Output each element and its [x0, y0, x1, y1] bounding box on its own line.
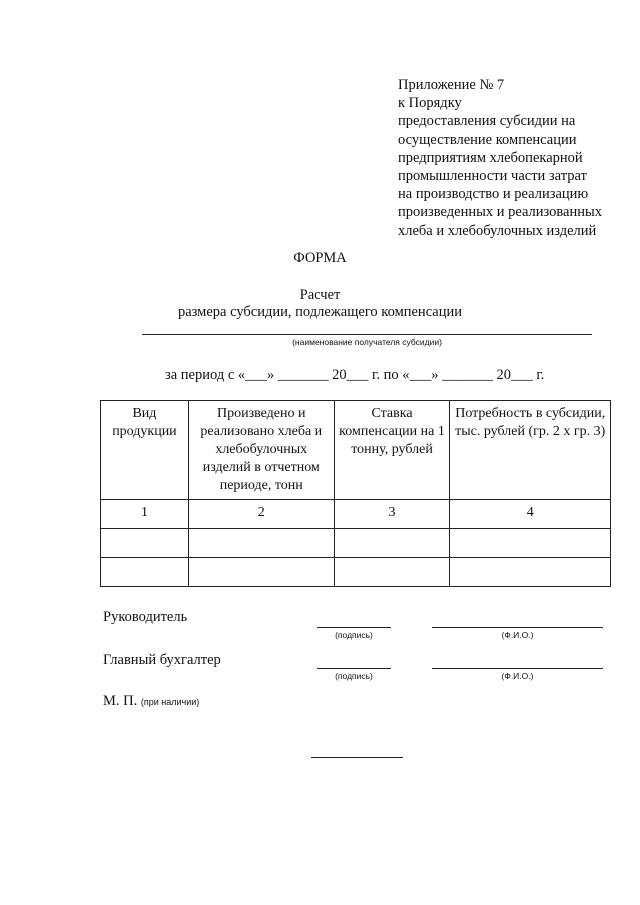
table-cell[interactable]	[188, 558, 334, 587]
table-cell[interactable]	[450, 529, 611, 558]
appendix-line: Приложение № 7	[398, 77, 505, 93]
appendix-line: хлеба и хлебобулочных изделий	[398, 222, 597, 239]
head-fio-line[interactable]	[432, 627, 603, 628]
form-title: ФОРМА	[293, 250, 347, 266]
head-label: Руководитель	[103, 609, 188, 625]
table-number-row	[101, 500, 611, 529]
header-subsidy-need: Потребность в субсидии, тыс. рублей (гр. 2 х гр. 3)	[450, 401, 611, 500]
header-produced-tons: Произведено и реализовано хлеба и хлебобулочных изделий в отчетном периоде, тонн	[188, 401, 334, 500]
recipient-caption: (наименование получателя субсидии)	[292, 337, 442, 347]
accountant-fio-line[interactable]	[432, 668, 603, 669]
subsidy-table	[100, 400, 611, 587]
table-cell[interactable]	[101, 558, 189, 587]
appendix-line: на производство и реализацию	[398, 186, 589, 203]
calc-title: Расчет	[299, 287, 341, 303]
header-product-type: Вид продукции	[101, 401, 189, 500]
accountant-signature-caption: (подпись)	[335, 671, 373, 681]
period-line: за период с «___» _______ 20___ г. по «___» _______ 20___ г.	[165, 367, 545, 383]
appendix-line: к Порядку	[398, 95, 462, 112]
table-cell[interactable]	[188, 529, 334, 558]
appendix-line: произведенных и реализованных	[398, 204, 603, 221]
table-cell[interactable]	[101, 529, 189, 558]
table-cell[interactable]	[334, 529, 450, 558]
table-row	[101, 558, 611, 587]
appendix-line: предоставления субсидии на	[398, 113, 576, 130]
calc-subtitle: размера субсидии, подлежащего компенсации	[177, 304, 463, 320]
head-signature-line[interactable]	[317, 627, 391, 628]
head-fio-caption: (Ф.И.О.)	[501, 630, 534, 640]
column-number: 3	[334, 500, 450, 529]
table-cell[interactable]	[334, 558, 450, 587]
accountant-signature-line[interactable]	[317, 668, 391, 669]
appendix-block	[398, 76, 628, 240]
accountant-label: Главный бухгалтер	[103, 652, 221, 668]
bottom-divider	[311, 757, 403, 758]
column-number: 1	[101, 500, 189, 529]
column-number: 4	[450, 500, 611, 529]
recipient-name-line[interactable]	[142, 334, 592, 335]
appendix-line: предприятиям хлебопекарной	[398, 149, 583, 166]
appendix-line: промышленности части затрат	[398, 168, 587, 185]
appendix-line: осуществление компенсации	[398, 131, 577, 148]
head-signature-caption: (подпись)	[335, 630, 373, 640]
stamp-place	[103, 693, 199, 710]
stamp-note: (при наличии)	[140, 697, 200, 707]
table-cell[interactable]	[450, 558, 611, 587]
header-rate: Ставка компенсации на 1 тонну, рублей	[334, 401, 450, 500]
accountant-fio-caption: (Ф.И.О.)	[501, 671, 534, 681]
stamp-label: М. П.	[103, 693, 138, 709]
table-row	[101, 529, 611, 558]
table-header-row	[101, 401, 611, 500]
column-number: 2	[188, 500, 334, 529]
